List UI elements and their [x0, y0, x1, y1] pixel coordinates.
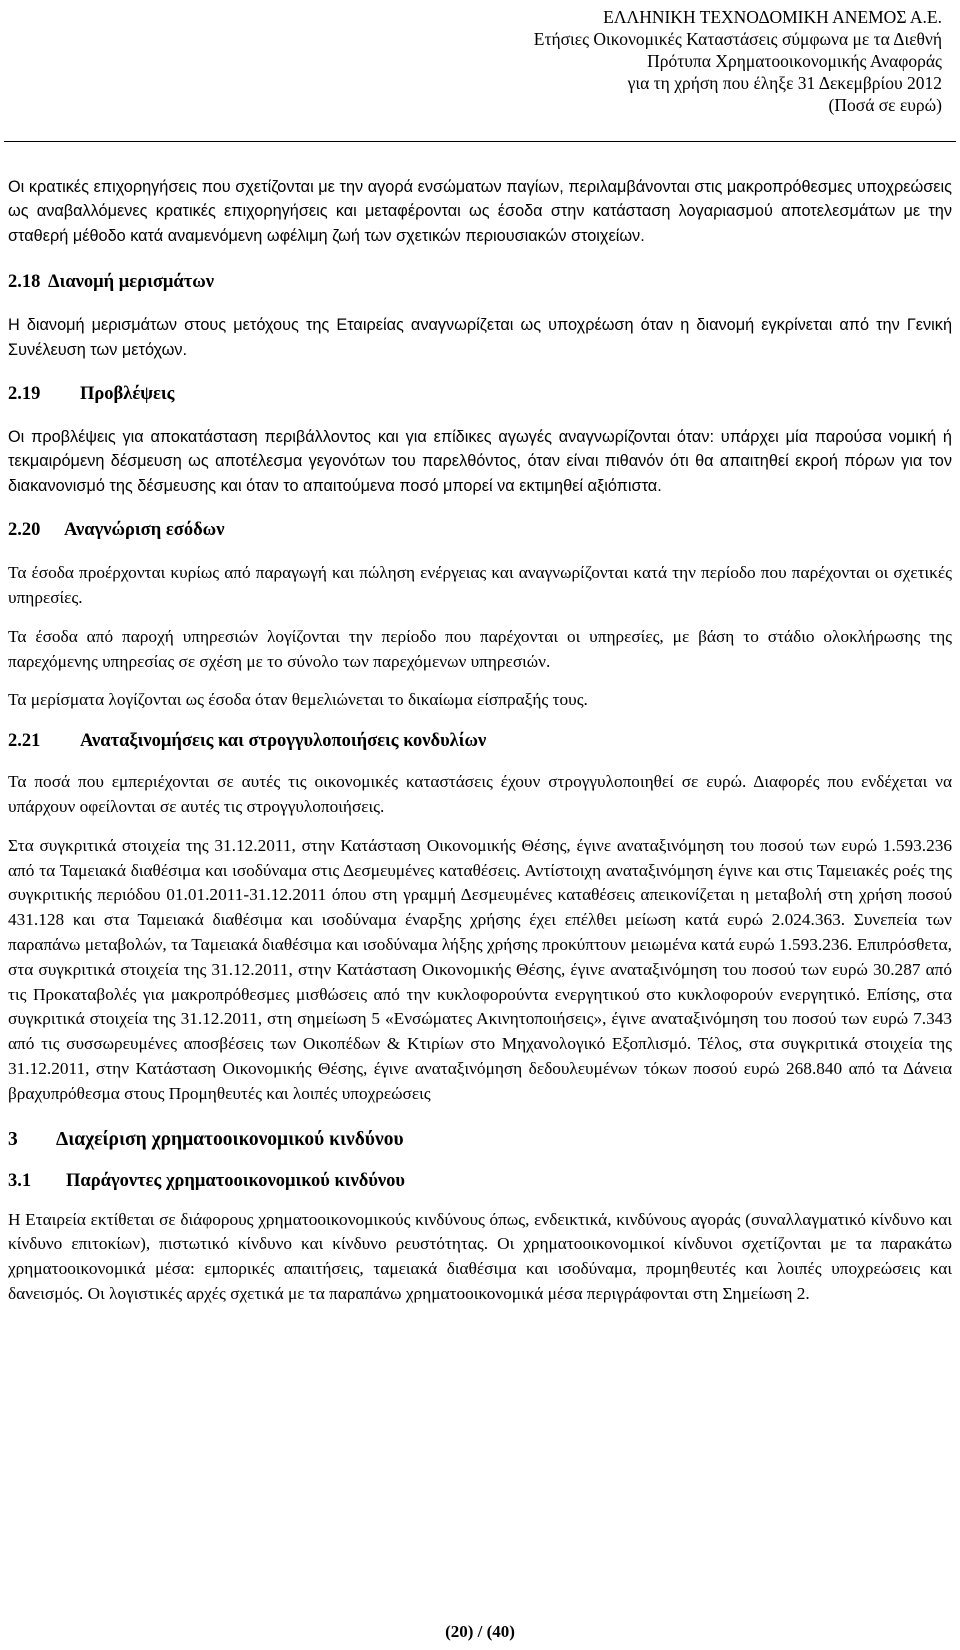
- header-line-3: Πρότυπα Χρηματοοικονομικής Αναφοράς: [647, 51, 942, 71]
- page-number: (20) / (40): [445, 1622, 515, 1641]
- header-line-4: για τη χρήση που έληξε 31 Δεκεμβρίου 2012: [627, 73, 942, 93]
- section-2-20-paragraph-3: Τα μερίσματα λογίζονται ως έσοδα όταν θεμελιώνεται το δικαίωμα είσπραξής τους.: [8, 690, 588, 710]
- section-number: 2.21: [8, 731, 41, 752]
- header-divider: [4, 141, 956, 142]
- section-2-21-heading: [8, 731, 952, 752]
- section-3-1-heading: [8, 1171, 952, 1192]
- section-title: Διαχείριση χρηματοοικονομικού κινδύνου: [56, 1128, 404, 1150]
- section-2-19-heading: [8, 384, 952, 405]
- section-title: Αναταξινομήσεις και στρογγυλοποιήσεις κονδυλίων: [80, 731, 487, 752]
- header-line-5: (Ποσά σε ευρώ): [828, 95, 942, 115]
- section-number: 3.1: [8, 1170, 32, 1191]
- section-number: 2.18: [8, 272, 41, 293]
- section-title: Προβλέψεις: [80, 384, 175, 405]
- section-3-heading: [8, 1129, 952, 1151]
- section-2-19-text: Οι προβλέψεις για αποκατάσταση περιβάλλοντος και για επίδικες αγωγές αναγνωρίζονται όταν: υπάρχει μία παρούσα νομική ή τεκμαιρόμενη δέσμευση ως αποτέλεσμα γεγονότων του παρελθόντος, όταν είναι πιθανόν ότι θα απαιτηθεί εκροή πόρων για τον διακανονισμό της δέσμευσης και όταν το απαιτούμενα ποσό μπορεί να εκτιμηθεί αξιόπιστα.: [8, 428, 952, 495]
- document-body: [8, 175, 952, 1307]
- section-number: 3: [8, 1128, 18, 1150]
- section-title: Διανομή μερισμάτων: [48, 272, 215, 293]
- section-2-20-heading: [8, 520, 952, 541]
- section-number: 2.19: [8, 384, 41, 405]
- section-2-18-heading: [8, 272, 952, 293]
- section-2-21-paragraph-2: Στα συγκριτικά στοιχεία της 31.12.2011, στην Κατάσταση Οικονομικής Θέσης, έγινε αναταξινόμηση του ποσού των ευρώ 1.593.236 από τα Ταμειακά διαθέσιμα και ισοδύναμα στις Δεσμευμένες καταθέσεις. Αντίστοιχη αναταξινόμηση έγινε και στις Ταμειακές ροές της συγκριτικής περιόδου 01.01.2011-31.12.2011 όπου στη γραμμή Δεσμευμένες καταθέσεις απεικονίζεται η μεταβολή στη χρήση ποσού 431.128 και στα Ταμειακά διαθέσιμα και ισοδύναμα έναρξης χρήσης έχει επέλθει μείωση κατά ευρώ 2.024.363. Συνεπεία των παραπάνω μεταβολών, τα Ταμειακά διαθέσιμα και ισοδύναμα λήξης χρήσης προκύπτουν μειωμένα κατά ευρώ 1.593.236. Επιπρόσθετα, στα συγκριτικά στοιχεία της 31.12.2011, στην Κατάσταση Οικονομικής Θέσης, έγινε αναταξινόμηση του ποσού των ευρώ 30.287 από τις Προκαταβολές για μακροπρόθεσμες μισθώσεις από την κυκλοφορούντα ενεργητικού στο κυκλοφορούν ενεργητικό. Επίσης, στα συγκριτικά στοιχεία της 31.12.2011, στη σημείωση 5 «Ενσώματες Ακινητοποιήσεις», έγινε αναταξινόμηση του ποσού των ευρώ 7.343 από τις συσσωρευμένες αποσβέσεις των Οικοπέδων & Κτιρίων στο Μηχανολογικό Εξοπλισμό. Τέλος, στα συγκριτικά στοιχεία της 31.12.2011, στην Κατάσταση Οικονομικής Θέσης, έγινε αναταξινόμηση δεδουλευμένων τόκων ποσού ευρώ 268.840 από τα Δάνεια βραχυπρόθεσμα στους Προμηθευτές και λοιπές υποχρεώσεις: [8, 835, 952, 1103]
- section-2-20-paragraph-2: Τα έσοδα από παροχή υπηρεσιών λογίζονται την περίοδο που παρέχονται οι υπηρεσίες, με βάση το στάδιο ολοκλήρωσης της παρεχόμενης υπηρεσίας σε σχέση με το σύνολο των παρεχόμενων υπηρεσιών.: [8, 626, 952, 671]
- intro-paragraph: Οι κρατικές επιχορηγήσεις που σχετίζονται με την αγορά ενσώματων παγίων, περιλαμβάνονται στις μακροπρόθεσμες υποχρεώσεις ως αναβαλλόμενες κρατικές επιχορηγήσεις και μεταφέρονται ως έσοδα στην κατάσταση λογαριασμού αποτελεσμάτων με την σταθερή μέθοδο κατά αναμενόμενη ωφέλιμη ζωή των σχετικών περιουσιακών στοιχείων.: [8, 178, 952, 245]
- header-line-2: Ετήσιες Οικονομικές Καταστάσεις σύμφωνα με τα Διεθνή: [533, 29, 942, 49]
- section-2-21-paragraph-1: Τα ποσά που εμπεριέχονται σε αυτές τις οικονομικές καταστάσεις έχουν στρογγυλοποιηθεί σε ευρώ. Διαφορές που ενδέχεται να υπάρχουν οφείλονται σε αυτές τις στρογγυλοποιήσεις.: [8, 772, 952, 817]
- section-2-20-paragraph-1: Τα έσοδα προέρχονται κυρίως από παραγωγή και πώληση ενέργειας και αναγνωρίζονται κατά την περίοδο που παρέχονται οι σχετικές υπηρεσίες.: [8, 563, 952, 608]
- section-2-18-text: Η διανομή μερισμάτων στους μετόχους της Εταιρείας αναγνωρίζεται ως υποχρέωση όταν η διανομή εγκρίνεται από την Γενική Συνέλευση των μετόχων.: [8, 316, 952, 359]
- section-title: Αναγνώριση εσόδων: [64, 520, 225, 541]
- section-title: Παράγοντες χρηματοοικονομικού κινδύνου: [66, 1170, 406, 1191]
- company-name: ΕΛΛΗΝΙΚΗ ΤΕΧΝΟΔΟΜΙΚΗ ΑΝΕΜΟΣ Α.Ε.: [603, 7, 942, 27]
- section-number: 2.20: [8, 520, 41, 541]
- page-header: [534, 6, 942, 116]
- section-3-1-text: Η Εταιρεία εκτίθεται σε διάφορους χρηματοοικονομικούς κινδύνους όπως, ενδεικτικά, κινδύνους αγοράς (συναλλαγματικό κίνδυνο και κίνδυνο επιτοκίων), πιστωτικό κίνδυνο και κίνδυνο ρευστότητας. Οι χρηματοοικονομικοί κίνδυνοι σχετίζονται με τα παρακάτω χρηματοοικονομικά μέσα: εμπορικές απαιτήσεις, ταμειακά διαθέσιμα και ισοδύναμα, προμηθευτές και λοιπές υποχρεώσεις και δανεισμός. Οι λογιστικές αρχές σχετικά με τα παραπάνω χρηματοοικονομικά μέσα περιγράφονται στη Σημείωση 2.: [8, 1209, 952, 1303]
